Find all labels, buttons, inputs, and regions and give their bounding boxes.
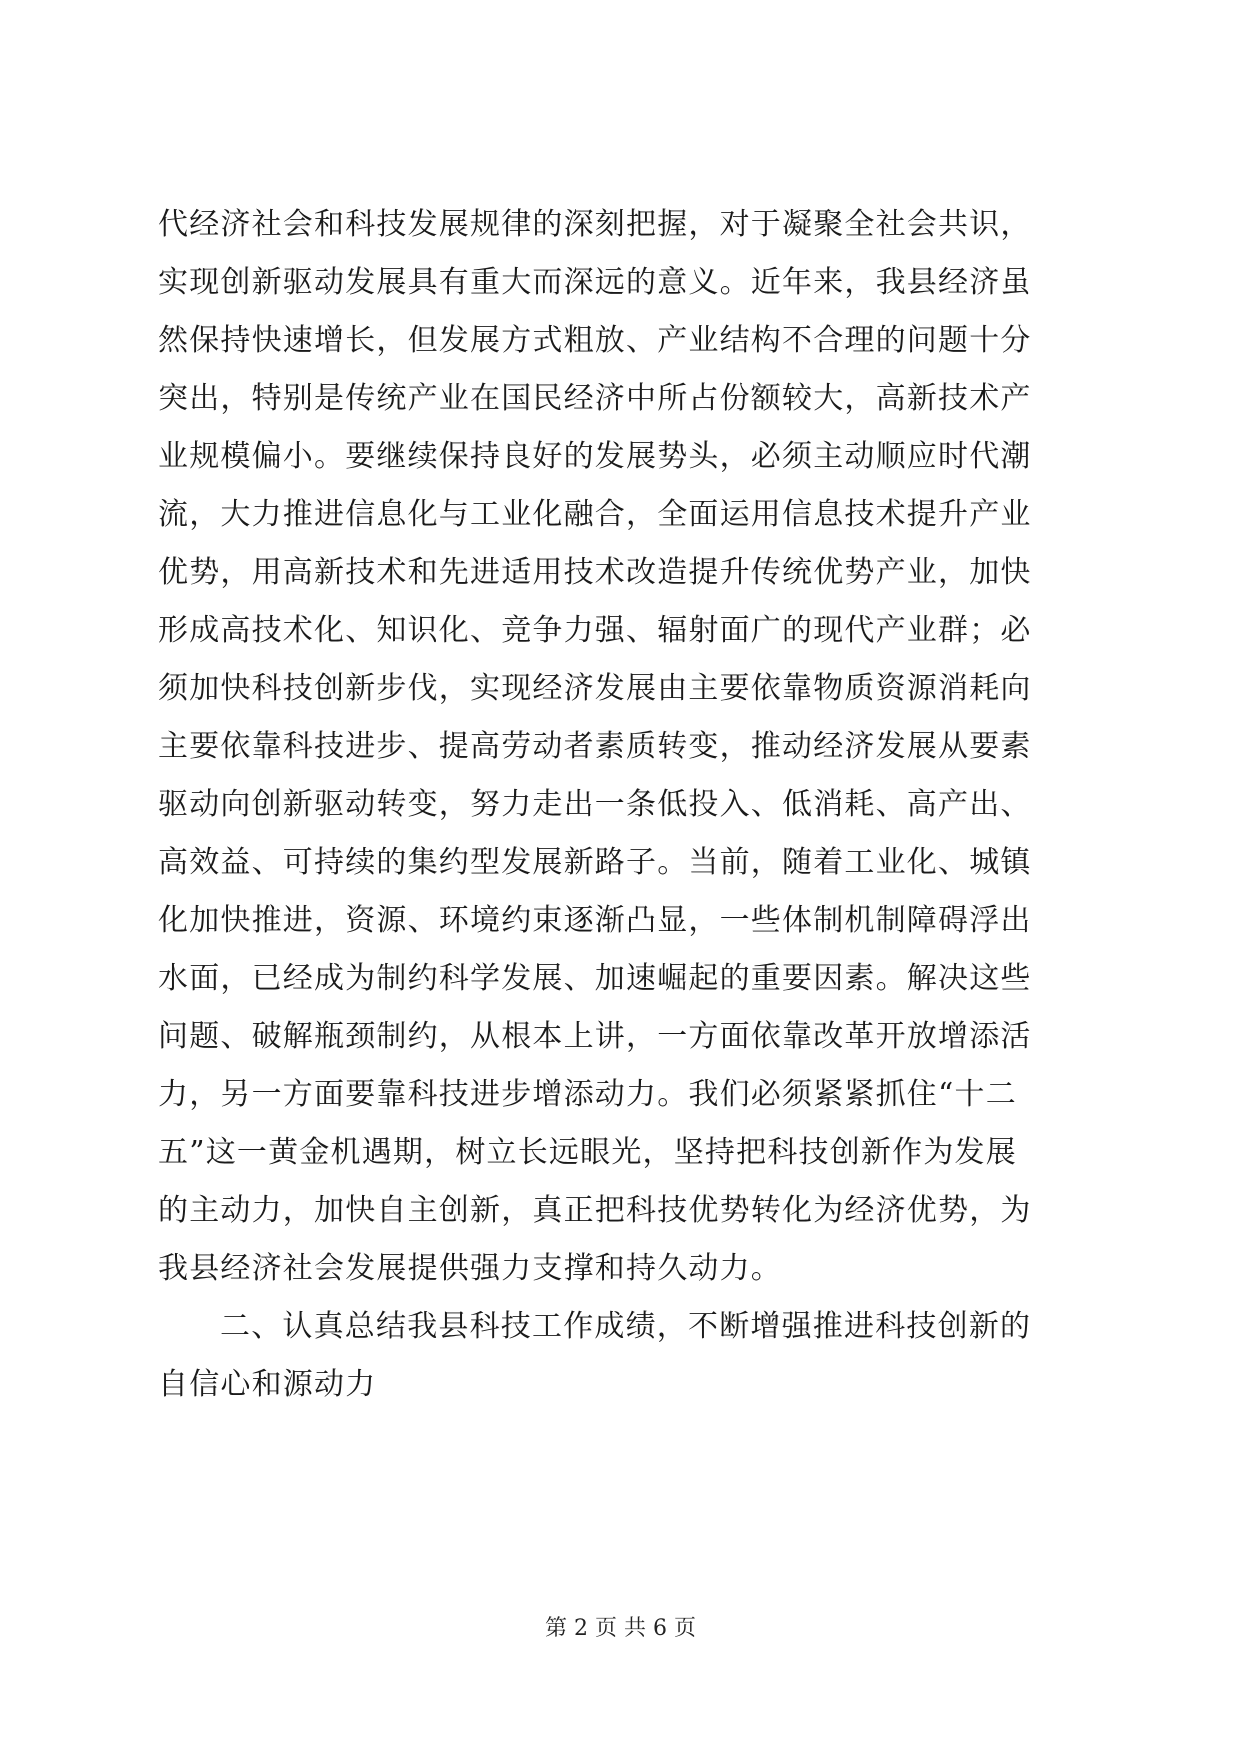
paragraph-line: 主要依靠科技进步、提高劳动者素质转变，推动经济发展从要素 [158, 729, 1032, 764]
paragraph-line: 流，大力推进信息化与工业化融合，全面运用信息技术提升产业 [158, 497, 1032, 532]
paragraph-line: 形成高技术化、知识化、竞争力强、辐射面广的现代产业群；必 [158, 613, 1032, 648]
paragraph-line: 优势，用高新技术和先进适用技术改造提升传统优势产业，加快 [158, 555, 1032, 590]
paragraph-line: 驱动向创新驱动转变，努力走出一条低投入、低消耗、高产出、 [158, 787, 1032, 822]
paragraph-line: 化加快推进，资源、环境约束逐渐凸显，一些体制机制障碍浮出 [158, 903, 1032, 938]
page-number-footer: 第 2 页 共 6 页 [545, 1616, 696, 1641]
paragraph-line: 五”这一黄金机遇期，树立长远眼光，坚持把科技创新作为发展 [158, 1135, 1017, 1170]
paragraph-line: 我县经济社会发展提供强力支撑和持久动力。 [158, 1251, 782, 1286]
paragraph-line: 业规模偏小。要继续保持良好的发展势头，必须主动顺应时代潮 [158, 439, 1032, 474]
paragraph-line: 水面，已经成为制约科学发展、加速崛起的重要因素。解决这些 [158, 961, 1032, 996]
paragraph-line: 须加快科技创新步伐，实现经济发展由主要依靠物质资源消耗向 [158, 671, 1032, 706]
section-heading-line: 二、认真总结我县科技工作成绩，不断增强推进科技创新的 [220, 1309, 1032, 1344]
paragraph-line: 力，另一方面要靠科技进步增添动力。我们必须紧紧抓住“十二 [158, 1077, 1017, 1112]
paragraph-line: 的主动力，加快自主创新，真正把科技优势转化为经济优势，为 [158, 1193, 1032, 1228]
body-text [158, 196, 1093, 1414]
paragraph-line: 高效益、可持续的集约型发展新路子。当前，随着工业化、城镇 [158, 845, 1032, 880]
section-heading-line: 自信心和源动力 [158, 1367, 377, 1402]
paragraph-line: 问题、破解瓶颈制约，从根本上讲，一方面依靠改革开放增添活 [158, 1019, 1032, 1054]
paragraph-line: 代经济社会和科技发展规律的深刻把握，对于凝聚全社会共识， [158, 207, 1032, 242]
paragraph-line: 突出，特别是传统产业在国民经济中所占份额较大，高新技术产 [158, 381, 1032, 416]
paragraph-line: 实现创新驱动发展具有重大而深远的意义。近年来，我县经济虽 [158, 265, 1032, 300]
paragraph-line: 然保持快速增长，但发展方式粗放、产业结构不合理的问题十分 [158, 323, 1032, 358]
